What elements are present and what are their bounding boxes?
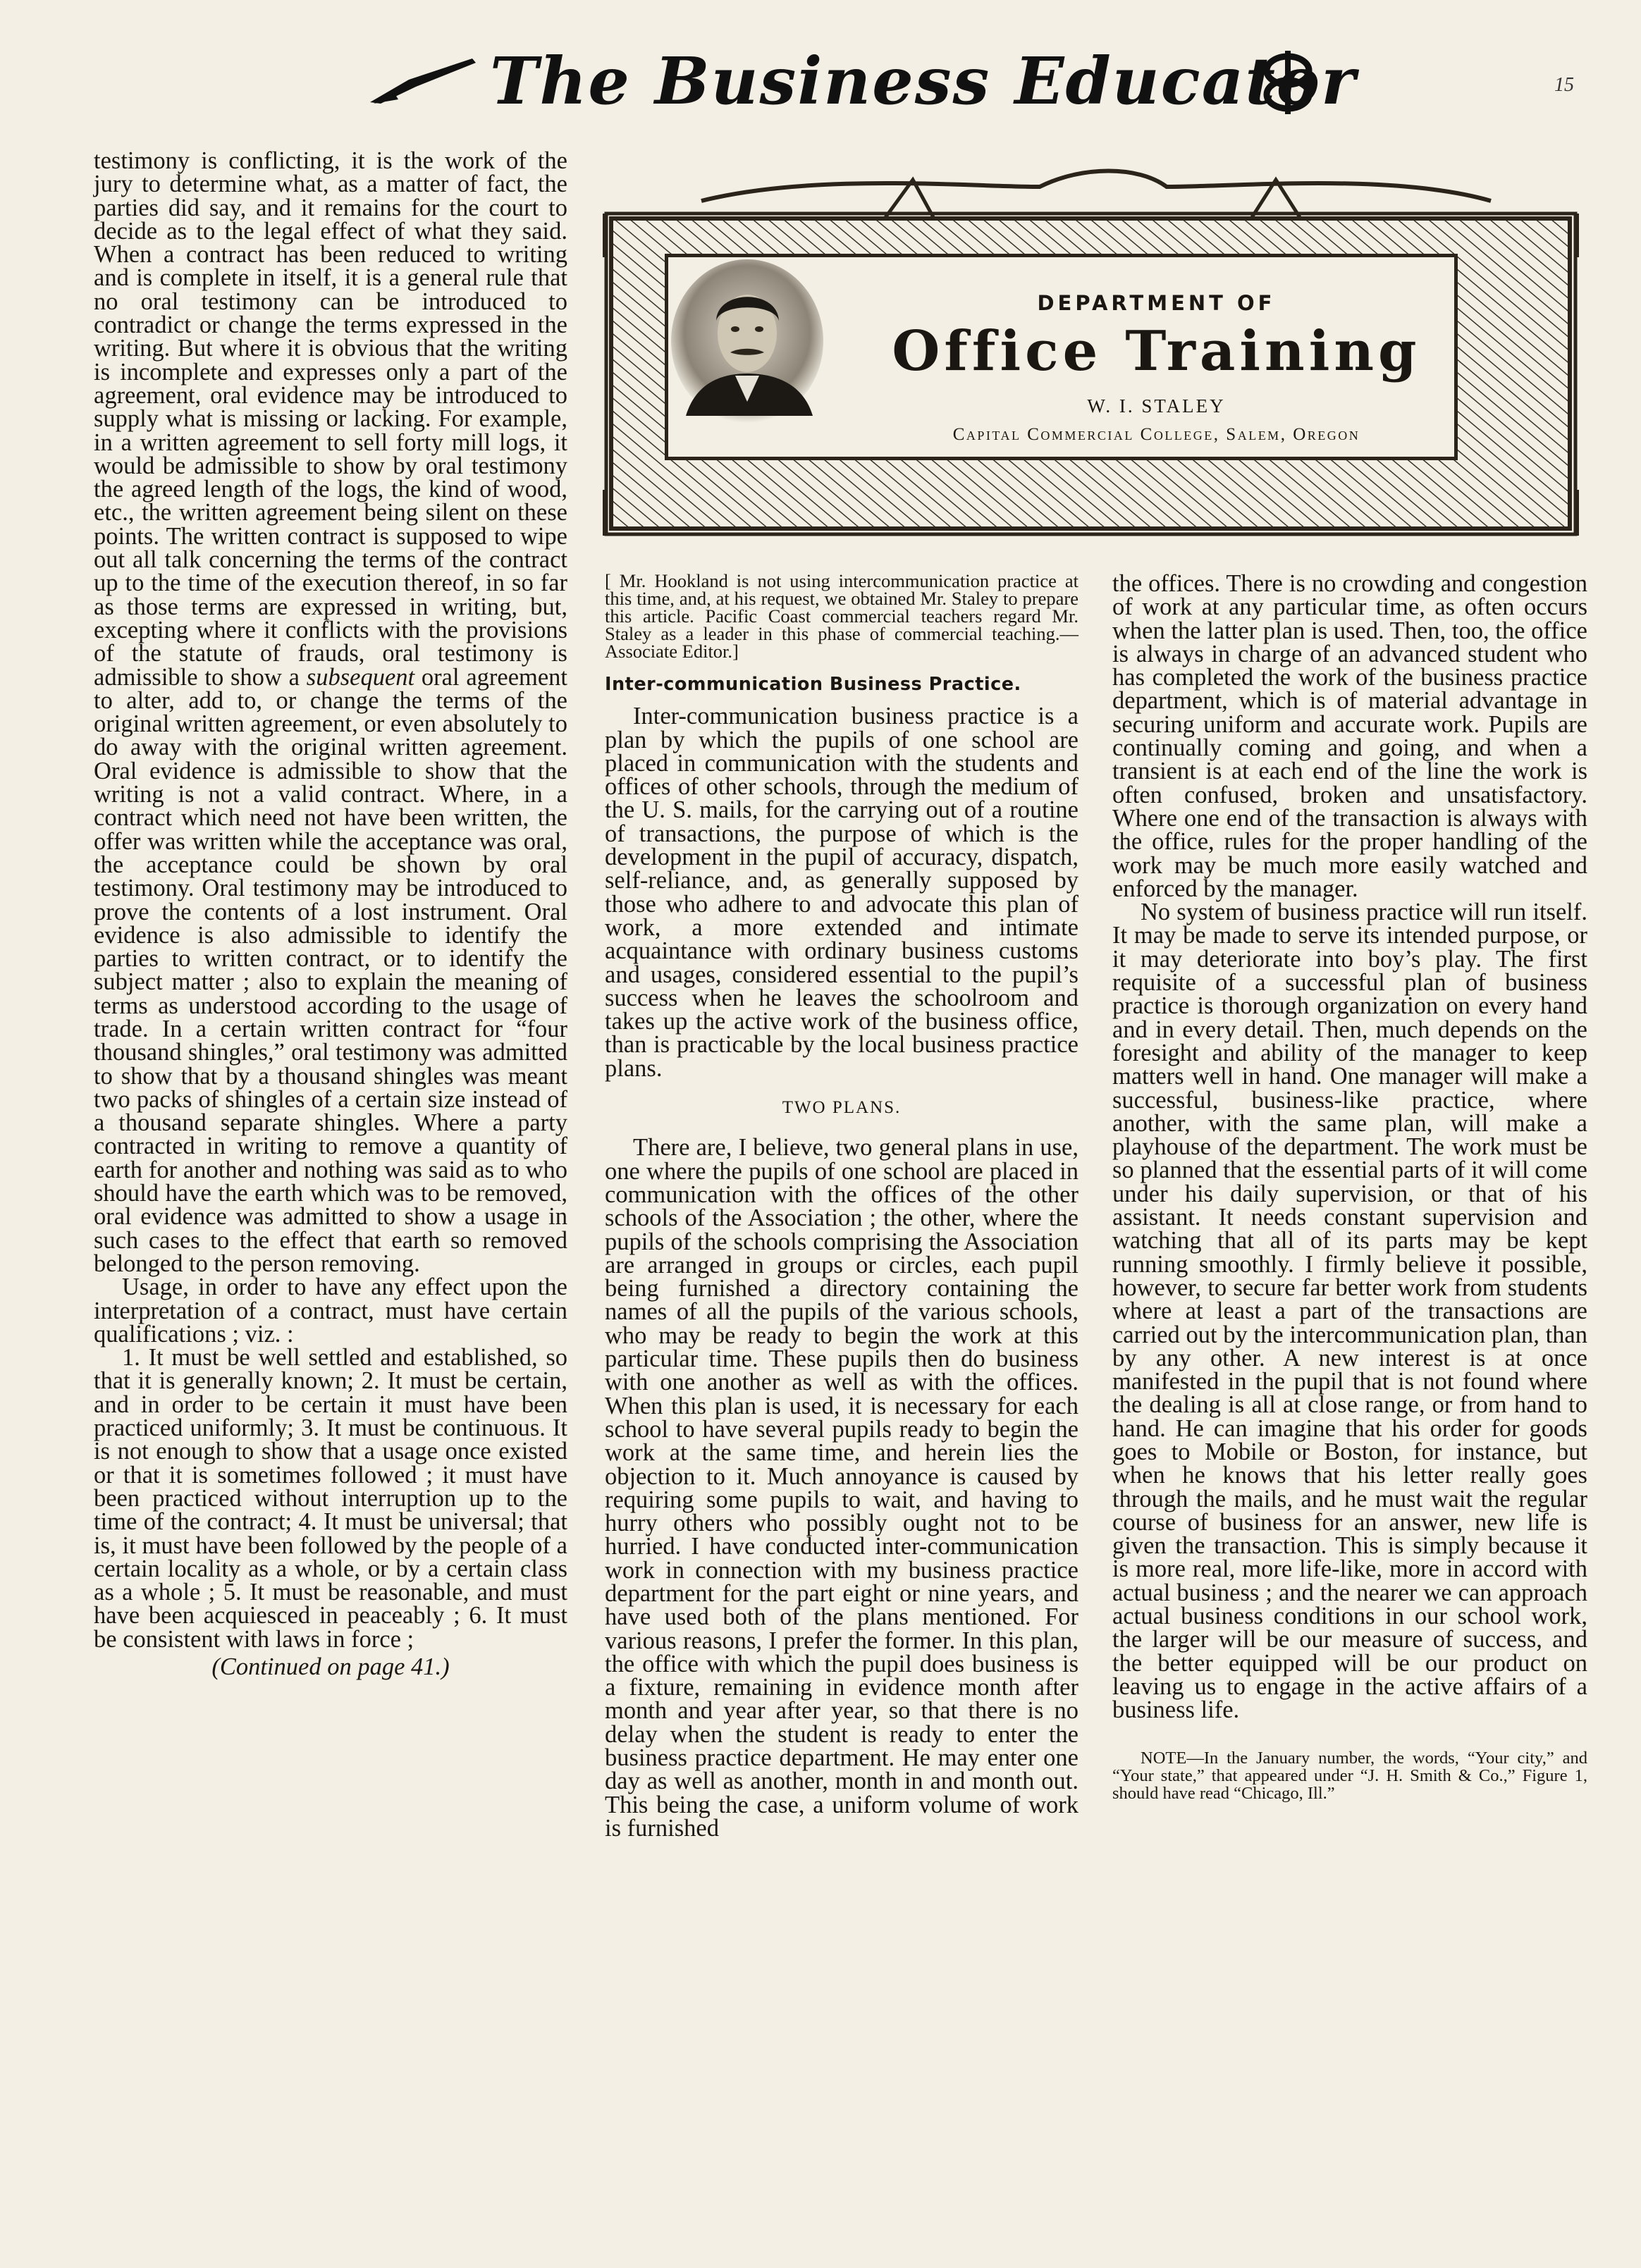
department-banner — [603, 159, 1579, 539]
page-number: 15 — [1554, 74, 1574, 96]
portrait-image — [668, 257, 827, 425]
department-label: DEPARTMENT OF — [1037, 291, 1276, 315]
continued-note: (Continued on page 41.) — [211, 1653, 450, 1680]
pen-icon — [367, 53, 479, 109]
subheading: TWO PLANS. — [782, 1098, 902, 1118]
department-title: Office Training — [892, 319, 1421, 383]
footnote: NOTE—In the January number, the words, “Your city,” and “Your state,” that appeared under “J. H. Smith & Co.,” Figure 1, should have read “Chicago, Ill.” — [1112, 1748, 1587, 1803]
section-heading: Inter-communication Business Practice. — [605, 674, 1021, 695]
banner-panel — [665, 254, 1458, 460]
paragraph-text: testimony is conflicting, it is the work of the jury to determine what, as a matter of fact, the parties did say, and it remains for the court to decide as to the legal effect of what they said. When a contract has been reduced to writing and is complete in itself, it is a general rule that no oral testimony can be introduced to contradict or change the terms expressed in the writing. But where it is obvious that the writing is incomplete and expresses only a part of the agreement, oral evidence may be introduced to supply what is missing or lacking. For example, in a written agreement to sell forty mill logs, it would be admissible to show by oral testimony the agreed length of the logs, the kind of wood, etc., the written agreement being silent on these points. The written contract is supposed to wipe out all talk concerning the terms of the contract up to the time of the execution thereof, in so far as those terms are expressed in writing, but, excepting where it conflicts with the provisions of the statute of frauds, oral testimony is admissible to show a — [94, 147, 567, 691]
paragraph-text: oral agreement to alter, add to, or change the terms of the original written agreement, or even absolutely to do away with the original written agreement. Oral evidence is admissible to show that the writing is not a valid contract. Where, in a contract which need not have been written, the offer was written while the acceptance was oral, the acceptance could be shown by oral testimony. Oral testimony may be introduced to prove the contents of a lost instrument. Oral evidence is also admissible to identify the parties to written contract, or to identify the subject matter ; also to explain the meaning of terms as understood according to the usage of trade. In a certain written contract for “four thousand shingles,” oral testimony was admitted to show that by a thousand shingles was meant two packs of shingles of a certain size instead of a thousand separate shingles. Where a party contracted in writing to remove a quantity of earth for another and nothing was said as to who should have the earth which was to be removed, oral evidence was admitted to show a usage in such cases to the effect that earth so removed belonged to the person removing. — [94, 663, 568, 1277]
paragraph: There are, I believe, two general plans in use, one where the pupils of one school are placed in communication with the offices of the other schools of the Association ; the other, where the pupils of the schools comprising the Association are arranged in groups or circles, each pupil being furnished a directory containing the names of all the pupils of the various schools, who may be ready to begin the work at this particular time. These pupils then do business with one another as well as with the offices. When this plan is used, it is necessary for each school to have several pupils ready to begin the work at the same time, and herein lies the objection to it. Much annoyance is caused by requiring some pupils to wait, and having to hurry others who possibly ought not to be hurried. I have conducted inter-communication work in connection with my business practice department for the part eight or nine years, and have used both of the plans mentioned. For various reasons, I prefer the former. In this plan, the office with which the pupil does business is a fixture, remaining in evidence month after month and year after year, so that there is no delay when the student is ready to enter the business practice department. He may enter one day as well as another, month in and month out. This being the case, a uniform volume of work is furnished — [605, 1134, 1078, 1842]
emphasis-text: subsequent — [306, 663, 415, 691]
paragraph — [94, 149, 567, 1276]
department-school: Capital Commercial College, Salem, Oregon — [952, 425, 1360, 444]
paragraph: Inter-communication business practice is a plan by which the pupils of one school are placed in communication with the students and offices of other schools, through the medium of the U. S. mails, for the carrying out of a routine of transactions, the purpose of which is the development in the pupil of accuracy, dispatch, self-reliance, and, as generally supposed by those who adhere to and advocate this plan of work, a more extended and intimate acquaintance with ordinary business customs and usages, considered essential to the pupil’s success when he leaves the schoolroom and takes up the active work of the business office, than is practicable by the local business practice plans. — [605, 703, 1078, 1082]
paragraph: 1. It must be well settled and established, so that it is generally known; 2. It must be certain, and in order to be certain it must have been practiced uniformly; 3. It must be continuous. It is not enough to show that a usage once existed or that it is sometimes followed ; it must have been practiced without interruption up to the time of the contract; 4. It must be universal; that is, it must have been followed by the people of a certain locality as a whole, or by a certain class as a whole ; 5. It must be reasonable, and must have been acquiesced in peaceably ; 6. It must be consistent with laws in force ; — [94, 1344, 567, 1653]
column-1 — [94, 149, 567, 1679]
column-2 — [605, 572, 1078, 1840]
paragraph: No system of business practice will run itself. It may be made to serve its intended purpose, or it may deteriorate into boy’s play. The first requisite of a successful plan of business practice is thorough organization on every hand and in every detail. Then, much depends on the foresight and ability of the manager to keep matters well in hand. One manager will make a successful, business-like practice, where another, with the same plan, will make a playhouse of the department. The work must be so planned that the essential parts of it will come under his daily supervision, or that of his assistant. It needs constant supervision and watching that all of its parts may be kept running smoothly. I firmly believe it possible, however, to secure far better work from students where at least a part of the transactions are carried out by the intercommunication plan, than by any other. A new interest is at once manifested in the pupil that is not found where the dealing is all at close range, or from hand to hand. He can imagine that his order for goods goes to Mobile or Boston, for instance, but when he knows that his letter really goes through the mails, and he must wait the regular course of business for an answer, new life is given the transaction. This is simply because it is more real, more life-like, more in accord with actual business ; and the nearer we can approach actual business conditions in our school work, the larger will be our measure of success, and the better equipped will be our product on leaving us to engage in the active affairs of a business life. — [1112, 899, 1587, 1724]
department-author: W. I. STALEY — [1087, 395, 1226, 417]
column-3 — [1112, 572, 1587, 1802]
masthead — [367, 39, 1368, 123]
editor-note: [ Mr. Hookland is not using intercommunication practice at this time, and, at his request, we obtained Mr. Staley to prepare this article. Pacific Coast commercial teachers regard Mr. Staley as a leader in this phase of commercial teaching.—Associate Editor.] — [605, 570, 1078, 662]
paragraph: the offices. There is no crowding and congestion of work at any particular time, as often occurs when the latter plan is used. Then, too, the office is always in charge of an advanced student who has completed the work of the business practice department, which is of material advantage in securing uniform and accurate work. Pupils are continually coming and going, and when a transient is at each end of the line the work is often confused, broken and unsatisfactory. Where one end of the transaction is always with the office, rules for the proper handling of the work may be much more easily watched and enforced by the manager. — [1112, 570, 1587, 902]
paragraph: Usage, in order to have any effect upon the interpretation of a contract, must have certain qualifications ; viz. : — [94, 1274, 567, 1348]
masthead-title: The Business Educator — [490, 43, 1357, 119]
ornament-icon — [1255, 49, 1322, 116]
